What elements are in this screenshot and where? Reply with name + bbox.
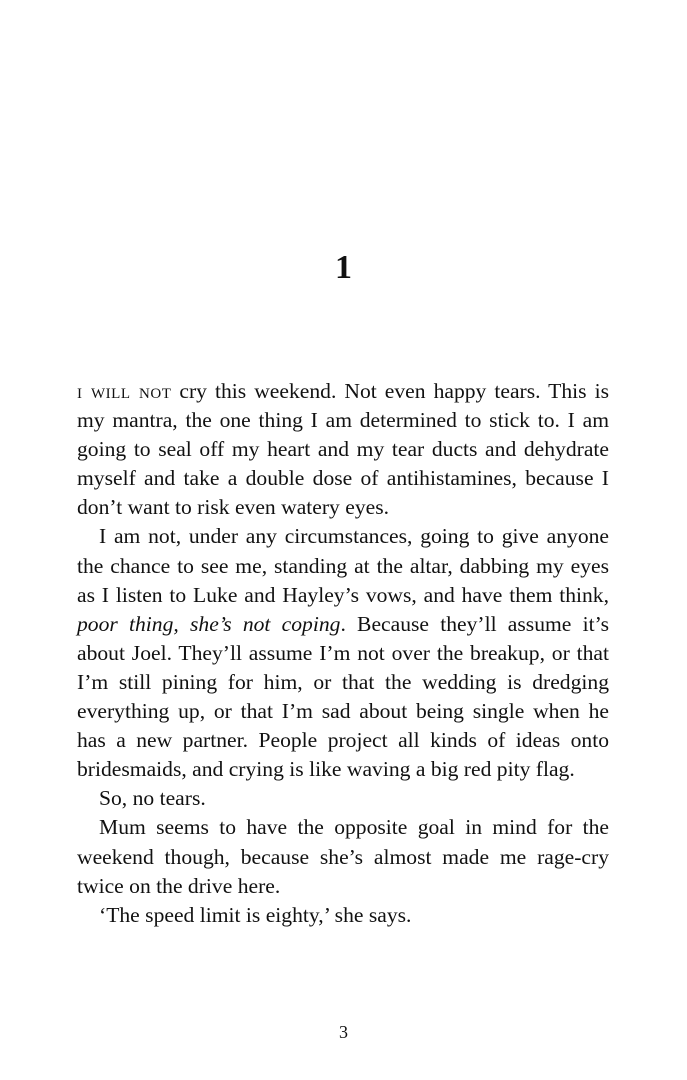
paragraph-2-italic-thought: poor thing, she’s not coping — [77, 611, 341, 636]
chapter-body — [77, 377, 609, 930]
paragraph-3: So, no tears. — [99, 786, 206, 811]
paragraph-5: ‘The speed limit is eighty,’ she says. — [99, 902, 412, 927]
paragraph-2-text-after: . Because they’ll assume it’s about Joel. They’ll assume I’m not over the breakup, or that I’m still pining for him, or that the wedding is dredging everything up, or that I’m sad about being single when he has a new partner. People project all kinds of ideas onto bridesmaids, and crying is like waving a big red pity flag. — [77, 611, 609, 782]
chapter-number: 1 — [335, 249, 352, 286]
paragraph-2 — [77, 522, 609, 784]
paragraph-1-text: cry this weekend. Not even happy tears. This is my mantra, the one thing I am determined to stick to. I am going to seal off my heart and my tear ducts and dehydrate myself and take a double dose of antihistamines, because I don’t want to risk even watery eyes. — [77, 379, 609, 520]
page-number: 3 — [339, 1022, 348, 1042]
paragraph-4: Mum seems to have the opposite goal in mind for the weekend though, because she’s almost made me rage-cry twice on the drive here. — [77, 815, 609, 898]
paragraph-2-text-before: I am not, under any circumstances, going to give anyone the chance to see me, standing at the altar, dabbing my eyes as I listen to Luke and Hayley’s vows, and have them think, — [77, 524, 609, 607]
paragraph-1 — [77, 377, 609, 522]
opening-words: i will not — [77, 379, 172, 403]
